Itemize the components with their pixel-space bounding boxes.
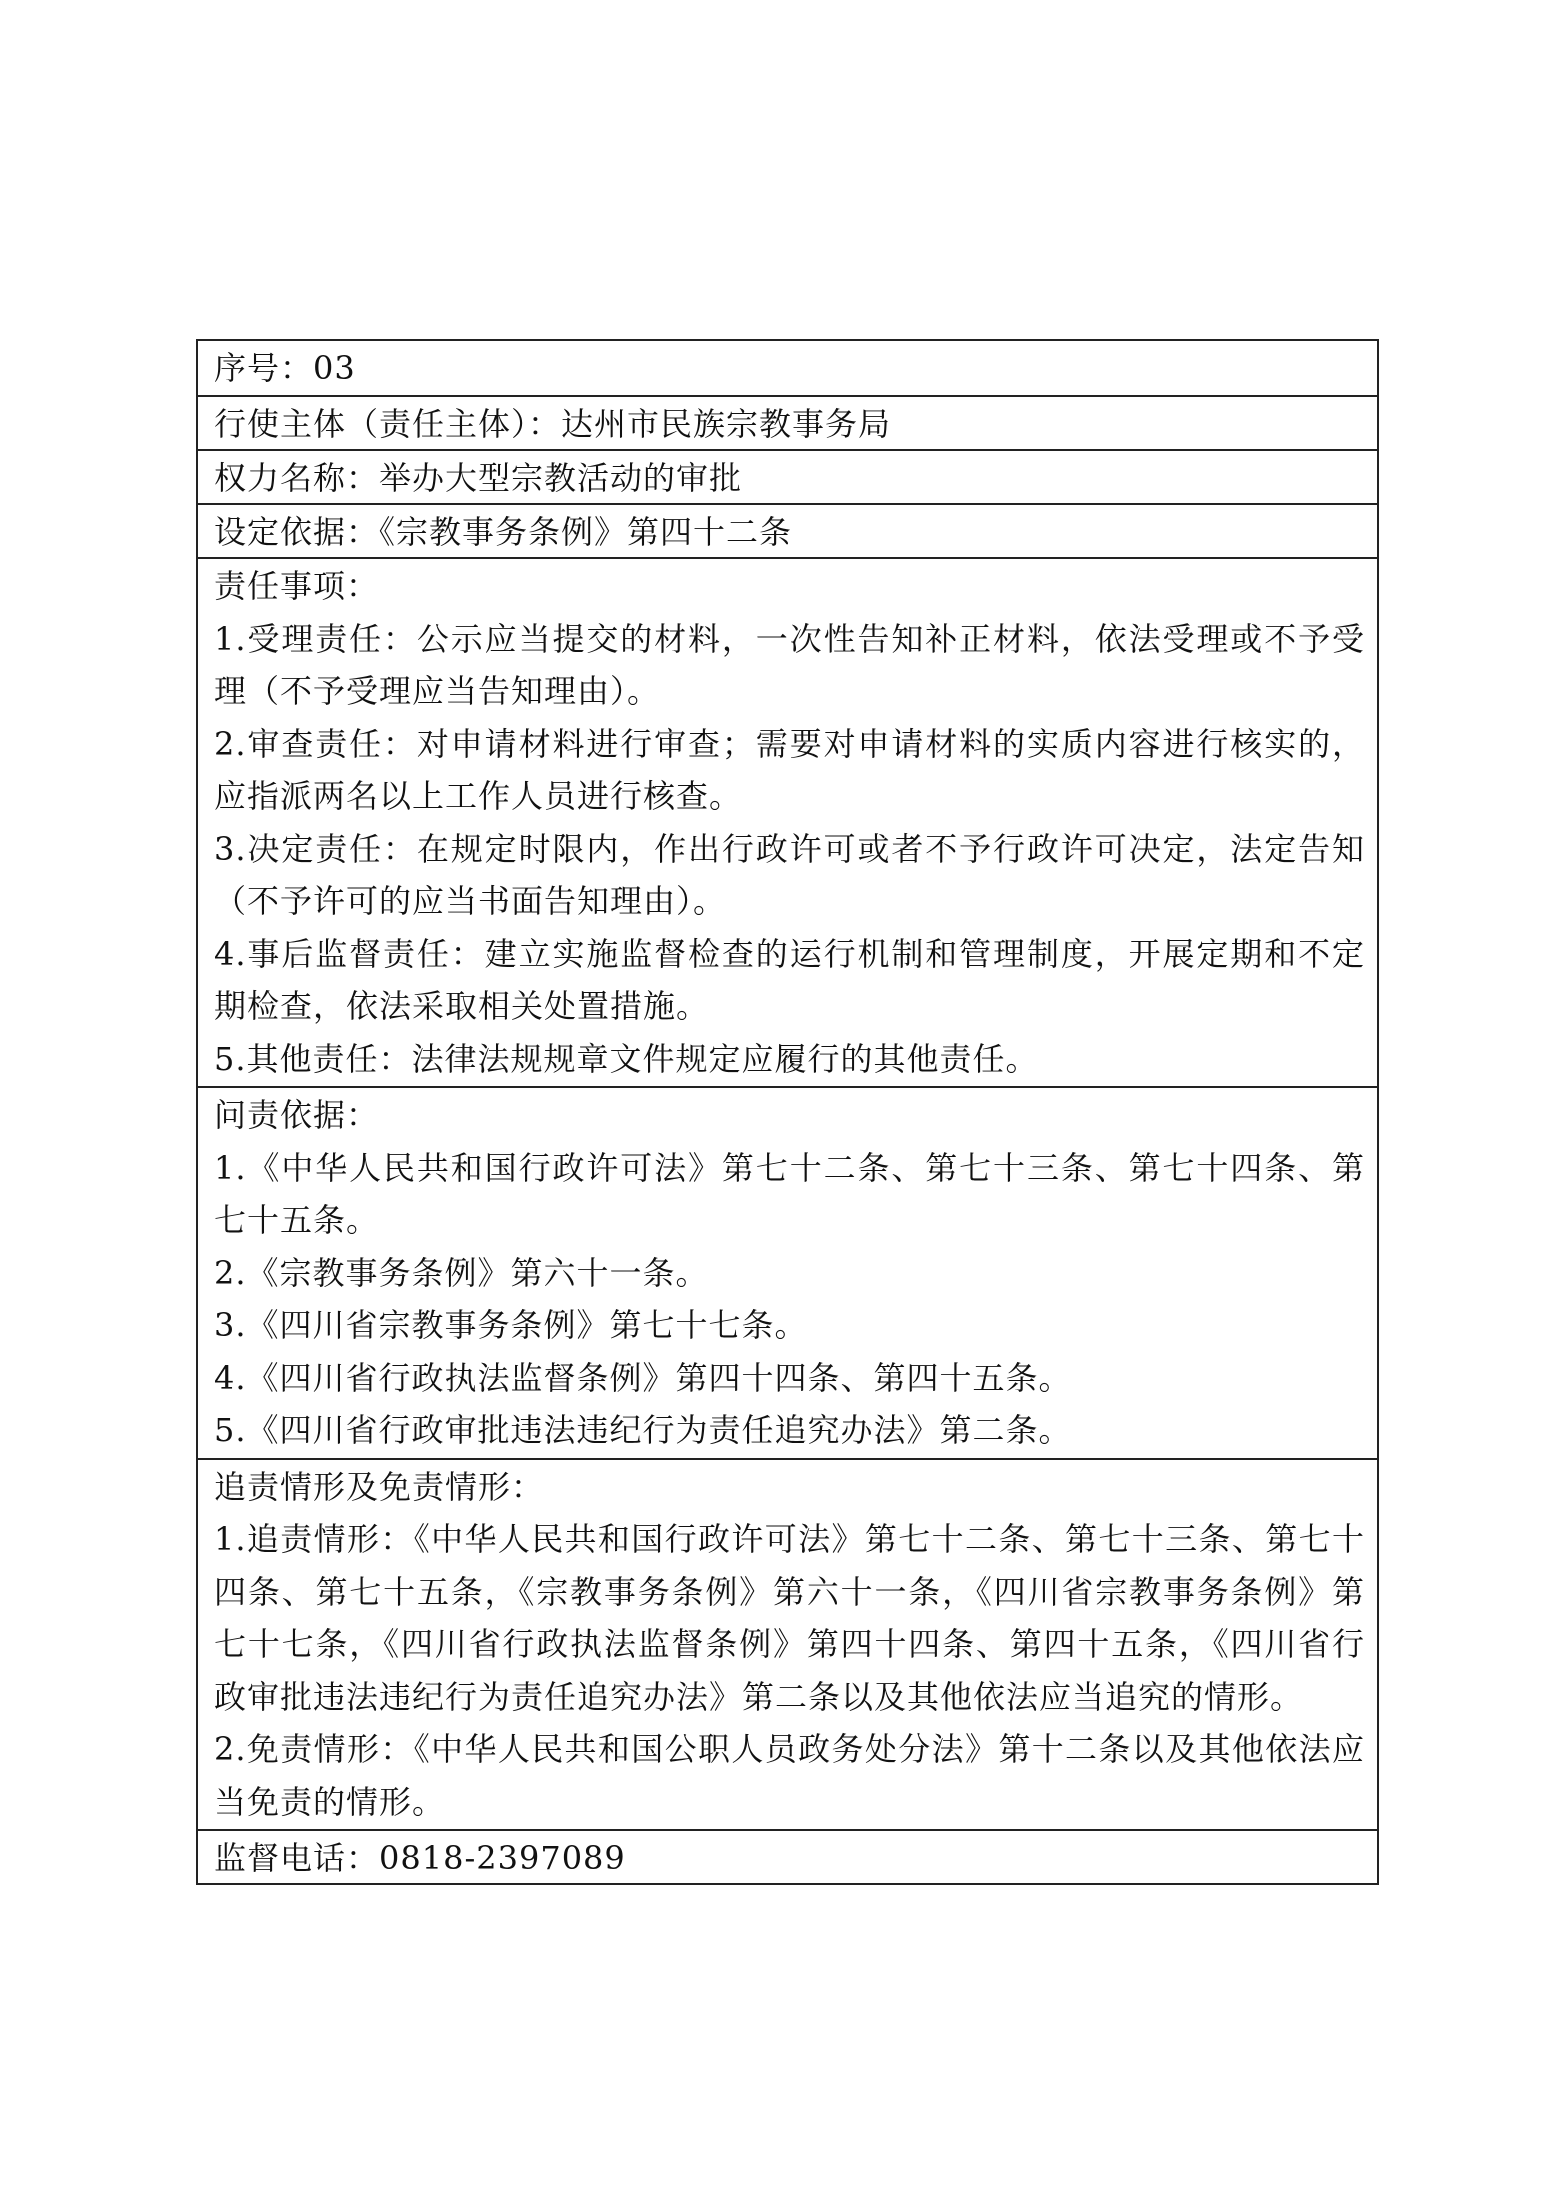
- power-name: 权力名称：举办大型宗教活动的审批: [214, 459, 743, 497]
- supervision-phone: 监督电话：0818-2397089: [214, 1839, 626, 1877]
- phone-row: [198, 1829, 1377, 1883]
- accountability-basis-item: 2.《宗教事务条例》第六十一条。: [214, 1253, 709, 1292]
- accountability-basis-item: 3.《四川省宗教事务条例》第七十七条。: [214, 1306, 808, 1344]
- responsibilities-heading: 责任事项：: [214, 567, 380, 605]
- accountability-basis-heading: 问责依据：: [214, 1096, 380, 1134]
- responsible-subject: 行使主体（责任主体）：达州市民族宗教事务局: [214, 405, 892, 443]
- serial-row: [198, 341, 1377, 395]
- legal-basis: 设定依据：《宗教事务条例》第四十二条: [214, 513, 793, 551]
- subject-row: [198, 395, 1377, 449]
- responsibility-item: 2.审查责任：对申请材料进行审查；需要对申请材料的实质内容进行核实的，应指派两名以上工作人员进行核查。: [214, 724, 1365, 815]
- serial-number: 序号：03: [214, 349, 356, 387]
- responsibilities-section: [198, 557, 1377, 1086]
- accountability-basis-item: 1.《中华人民共和国行政许可法》第七十二条、第七十三条、第七十四条、第七十五条。: [214, 1148, 1365, 1239]
- responsibility-item: 5.其他责任：法律法规规章文件规定应履行的其他责任。: [214, 1039, 1039, 1078]
- liability-cases-heading: 追责情形及免责情形：: [214, 1467, 545, 1506]
- liability-case-item: 2.免责情形：《中华人民共和国公职人员政务处分法》第十二条以及其他依法应当免责的情形。: [214, 1730, 1365, 1821]
- basis-row: [198, 503, 1377, 557]
- accountability-basis-section: [198, 1086, 1377, 1458]
- accountability-basis-item: 5.《四川省行政审批违法违纪行为责任追究办法》第二条。: [214, 1411, 1072, 1449]
- responsibility-item: 3.决定责任：在规定时限内，作出行政许可或者不予行政许可决定，法定告知（不予许可的应当书面告知理由）。: [214, 829, 1365, 920]
- responsibility-table: [196, 339, 1379, 1885]
- responsibility-item: 4.事后监督责任：建立实施监督检查的运行机制和管理制度，开展定期和不定期检查，依法采取相关处置措施。: [214, 934, 1365, 1025]
- accountability-basis-item: 4.《四川省行政执法监督条例》第四十四条、第四十五条。: [214, 1358, 1072, 1397]
- liability-cases-section: [198, 1458, 1377, 1830]
- power-name-row: [198, 449, 1377, 503]
- liability-case-item: 1.追责情形：《中华人民共和国行政许可法》第七十二条、第七十三条、第七十四条、第七十五条，《宗教事务条例》第六十一条，《四川省宗教事务条例》第七十七条，《四川省行政执法监督条例》第四十四条、第四十五条，《四川省行政审批违法违纪行为责任追究办法》第二条以及其他依法应当追究的情形。: [214, 1520, 1365, 1716]
- responsibility-item: 1.受理责任：公示应当提交的材料，一次性告知补正材料，依法受理或不予受理（不予受理应当告知理由）。: [214, 619, 1365, 710]
